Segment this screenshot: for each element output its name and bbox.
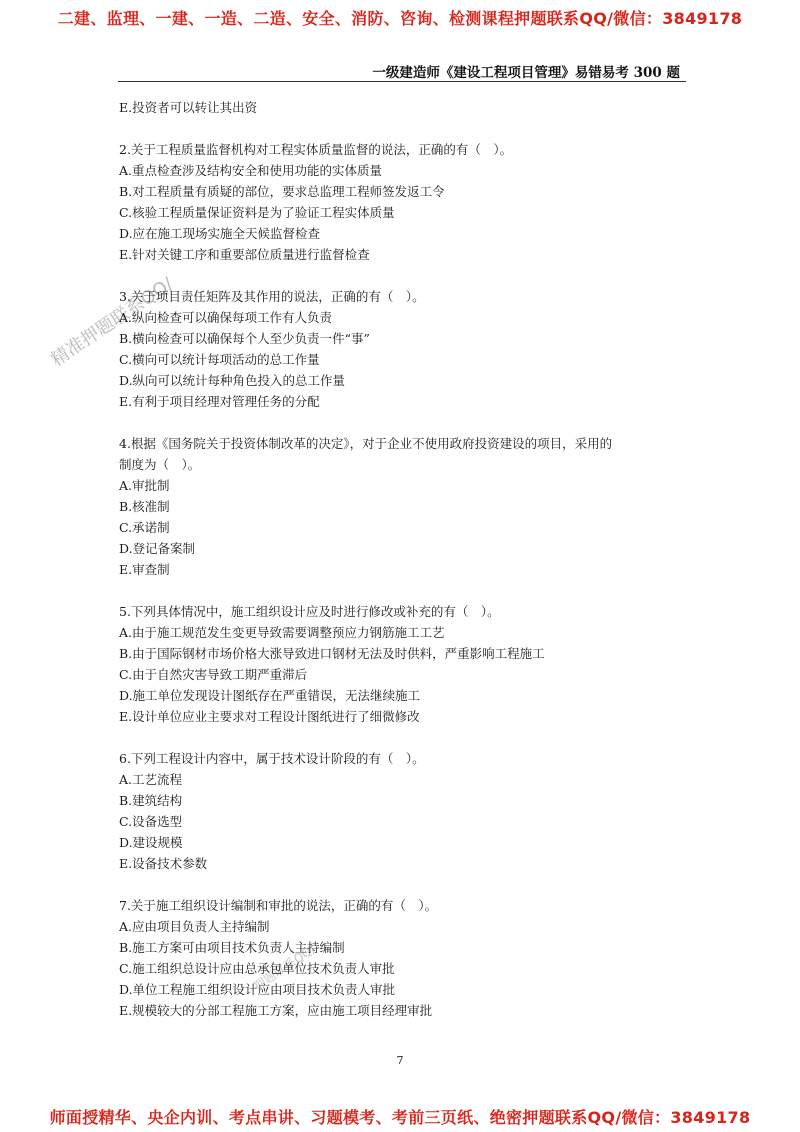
option-line: E.审查制 <box>119 562 170 577</box>
spacer <box>119 874 694 895</box>
question-stem: 4.根据《国务院关于投资体制改革的决定》，对于企业不使用政府投资建设的项目，采用的 <box>119 436 613 451</box>
option-line: A.工艺流程 <box>119 772 183 787</box>
option-line: E.设备技术参数 <box>119 856 208 871</box>
bottom-promo-banner: 师面授精华、央企内训、考点串讲、习题模考、考前三页纸、绝密押题联系QQ/微信：3849178 <box>49 1108 751 1127</box>
option-line: B.横向检查可以确保每个人至少负责一件“事” <box>119 331 370 346</box>
option-line: C.核验工程质量保证资料是为了验证工程实体质量 <box>119 205 395 220</box>
question-body <box>119 97 694 1021</box>
option-line: A.由于施工规范发生变更导致需要调整预应力钢筋施工工艺 <box>119 625 445 640</box>
watermark-bottom: 押题联系QQ/ <box>251 941 318 994</box>
option-line: C.设备选型 <box>119 814 183 829</box>
option-line: E.针对关键工序和重要部位质量进行监督检查 <box>119 247 370 262</box>
question-stem: 7.关于施工组织设计编制和审批的说法，正确的有（ ）。 <box>119 898 438 913</box>
option-line: D.应在施工现场实施全天候监督检查 <box>119 226 321 241</box>
option-line: A.应由项目负责人主持编制 <box>119 919 270 934</box>
option-line: C.施工组织总设计应由总承包单位技术负责人审批 <box>119 961 395 976</box>
question-stem: 2.关于工程质量监督机构对工程实体质量监督的说法，正确的有（ ）。 <box>119 142 513 157</box>
option-line: E.设计单位应业主要求对工程设计图纸进行了细微修改 <box>119 709 420 724</box>
spacer <box>119 727 694 748</box>
option-line: C.横向可以统计每项活动的总工作量 <box>119 352 320 367</box>
header-divider <box>118 81 686 82</box>
option-line: E.有利于项目经理对管理任务的分配 <box>119 394 320 409</box>
option-line: B.建筑结构 <box>119 793 183 808</box>
option-line: D.纵向可以统计每种角色投入的总工作量 <box>119 373 346 388</box>
option-line: E.规模较大的分部工程施工方案，应由施工项目经理审批 <box>119 1003 433 1018</box>
page-number: 7 <box>396 1054 404 1067</box>
top-promo-banner: 二建、监理、一建、一造、二造、安全、消防、咨询、检测课程押题联系QQ/微信：3849178 <box>57 9 743 28</box>
option-line: D.单位工程施工组织设计应由项目技术负责人审批 <box>119 982 396 997</box>
question-stem: 6.下列工程设计内容中，属于技术设计阶段的有（ ）。 <box>119 751 425 766</box>
watermark-left: 精准押题联系QQ/ <box>47 273 178 371</box>
option-line: E.投资者可以转让其出资 <box>119 100 258 115</box>
spacer <box>119 265 694 286</box>
question-stem: 5.下列具体情况中，施工组织设计应及时进行修改或补充的有（ ）。 <box>119 604 500 619</box>
option-line: B.由于国际钢材市场价格大涨导致进口钢材无法及时供料，严重影响工程施工 <box>119 646 545 661</box>
question-stem-continued: 制度为（ ）。 <box>119 457 201 472</box>
option-line: D.登记备案制 <box>119 541 196 556</box>
option-line: A.审批制 <box>119 478 170 493</box>
option-line: A.纵向检查可以确保每项工作有人负责 <box>119 310 333 325</box>
option-line: D.施工单位发现设计图纸存在严重错误，无法继续施工 <box>119 688 421 703</box>
spacer <box>119 118 694 139</box>
spacer <box>119 412 694 433</box>
option-line: A.重点检查涉及结构安全和使用功能的实体质量 <box>119 163 383 178</box>
question-stem: 3.关于项目责任矩阵及其作用的说法，正确的有（ ）。 <box>119 289 425 304</box>
option-line: B.对工程质量有质疑的部位，要求总监理工程师签发返工令 <box>119 184 445 199</box>
option-line: D.建设规模 <box>119 835 183 850</box>
option-line: B.核准制 <box>119 499 170 514</box>
spacer <box>119 580 694 601</box>
option-line: B.施工方案可由项目技术负责人主持编制 <box>119 940 345 955</box>
option-line: C.承诺制 <box>119 520 170 535</box>
option-line: C.由于自然灾害导致工期严重滞后 <box>119 667 308 682</box>
running-header-title: 一级建造师《建设工程项目管理》易错易考 300 题 <box>372 65 680 81</box>
